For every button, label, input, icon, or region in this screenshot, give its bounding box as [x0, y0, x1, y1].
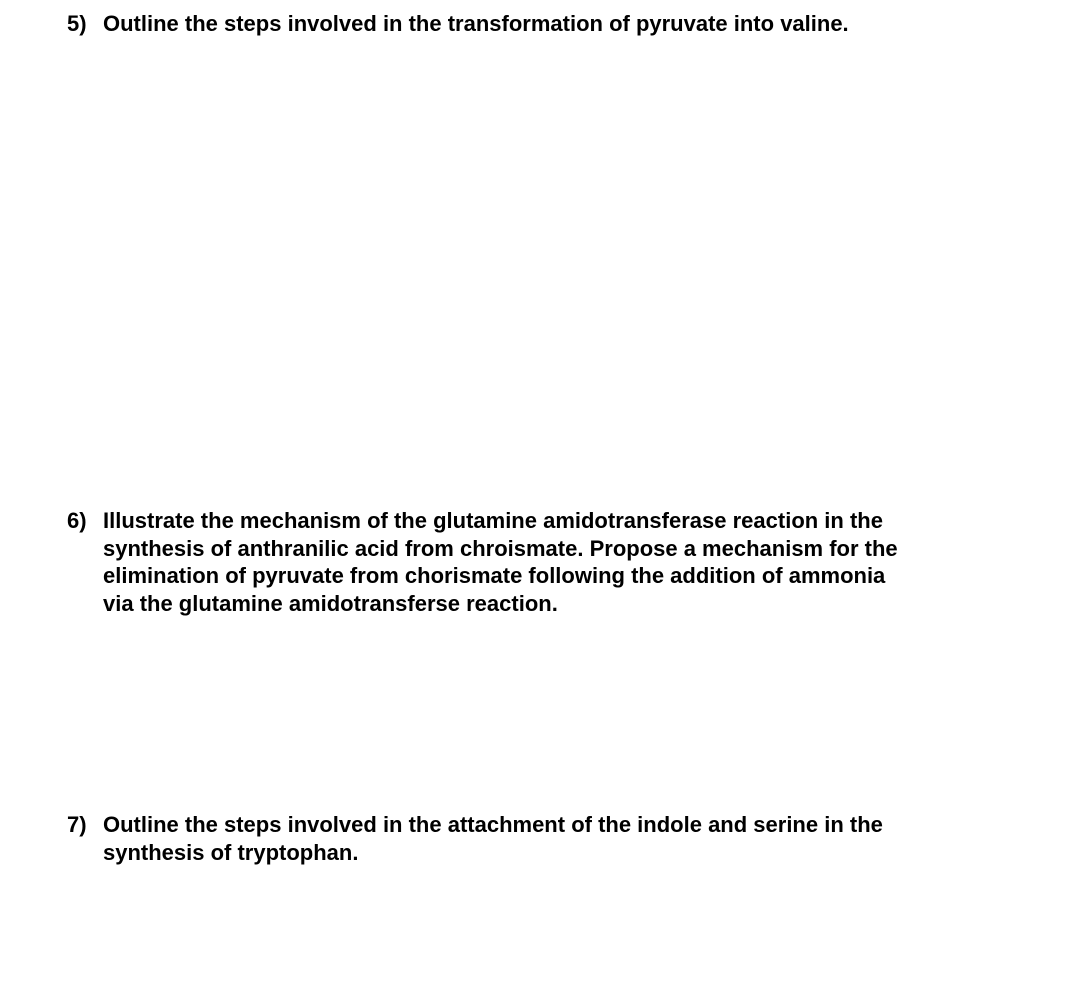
question-line: synthesis of tryptophan. — [103, 839, 359, 865]
question-number: 5) — [67, 11, 87, 36]
question-text — [103, 10, 997, 38]
question-line: Illustrate the mechanism of the glutamine amidotransferase reaction in the — [103, 508, 883, 533]
question-line: Outline the steps involved in the attachment of the indole and serine in the — [103, 812, 883, 837]
question-line: Outline the steps involved in the transformation of pyruvate into valine. — [103, 11, 849, 36]
question-6 — [67, 507, 997, 617]
question-line: via the glutamine amidotransferse reaction. — [103, 590, 558, 616]
question-text — [103, 507, 997, 617]
question-line: elimination of pyruvate from chorismate following the addition of ammonia — [103, 563, 886, 589]
question-7 — [67, 811, 997, 866]
question-line: synthesis of anthranilic acid from chroismate. Propose a mechanism for the — [103, 535, 898, 561]
question-text — [103, 811, 997, 866]
question-number: 6) — [67, 508, 87, 533]
question-number: 7) — [67, 812, 87, 837]
question-5 — [67, 10, 997, 38]
